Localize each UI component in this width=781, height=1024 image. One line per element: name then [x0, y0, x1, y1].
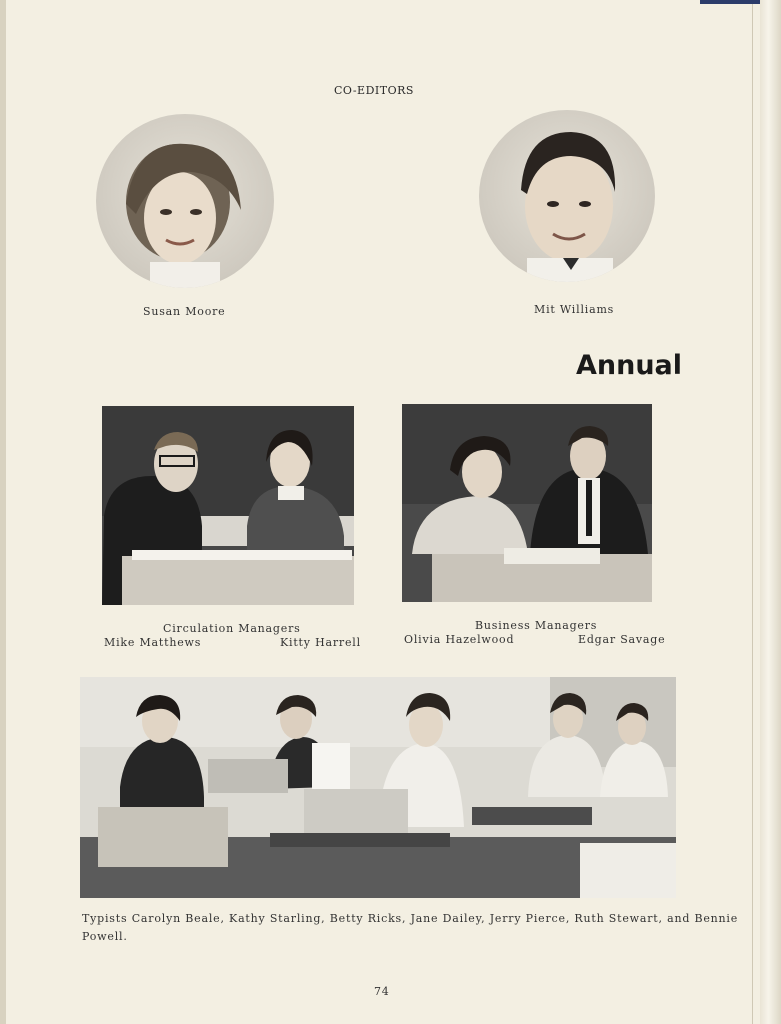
typists-photo — [80, 677, 676, 898]
business-caption: Business Managers — [475, 619, 598, 632]
business-managers-photo — [402, 404, 652, 602]
business-right-name: Edgar Savage — [578, 633, 666, 646]
typists-caption-line2: Powell. — [82, 930, 128, 943]
portrait-photo-susan-moore — [96, 114, 274, 288]
page-fold-line — [752, 0, 753, 1024]
portrait-caption-left: Susan Moore — [143, 305, 226, 318]
page-title: Annual — [576, 350, 683, 381]
corner-tab — [700, 0, 760, 4]
page-edge — [760, 0, 781, 1024]
page-binding — [0, 0, 6, 1024]
typists-caption-line1: Typists Carolyn Beale, Kathy Starling, Betty Ricks, Jane Dailey, Jerry Pierce, Ruth Stewart, and Bennie — [82, 912, 739, 925]
circulation-managers-photo — [102, 406, 354, 605]
section-label: CO-EDITORS — [334, 84, 414, 97]
circulation-left-name: Mike Matthews — [104, 636, 202, 649]
page-number: 74 — [374, 985, 390, 998]
portrait-photo-mit-williams — [479, 110, 655, 282]
circulation-caption: Circulation Managers — [163, 622, 301, 635]
business-left-name: Olivia Hazelwood — [404, 633, 515, 646]
circulation-right-name: Kitty Harrell — [280, 636, 361, 649]
portrait-caption-right: Mit Williams — [534, 303, 615, 316]
